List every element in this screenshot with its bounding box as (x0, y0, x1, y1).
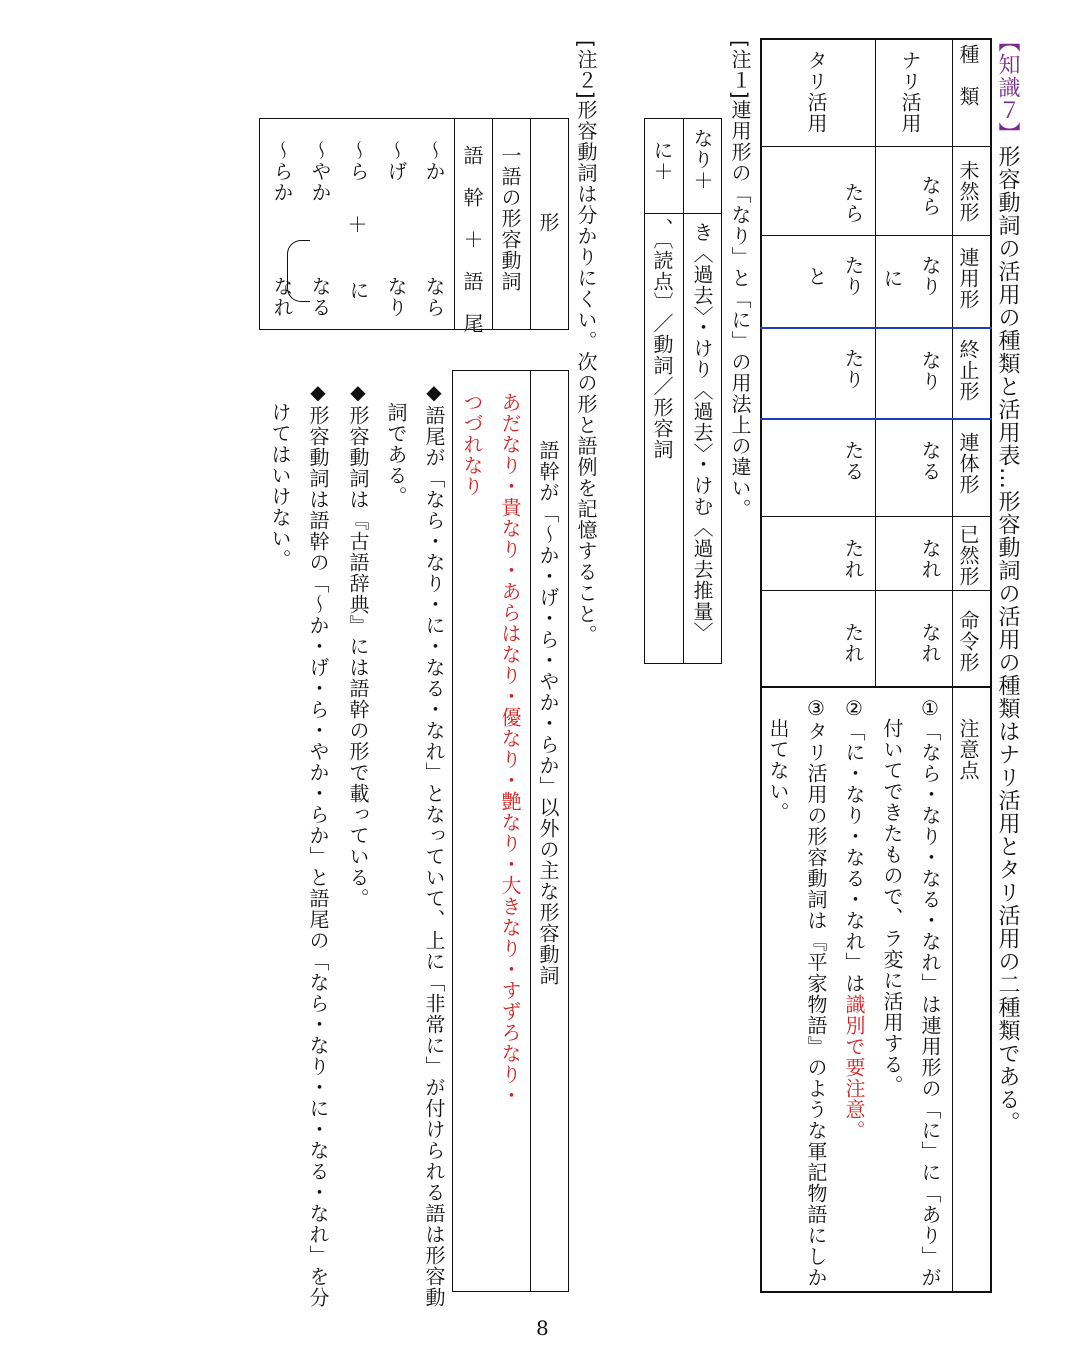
note-2-warning: 識別で要注意。 (842, 994, 866, 1141)
tari-shushi: たり (841, 348, 865, 390)
note-3b: 出てない。 (766, 718, 790, 823)
chu1-row1-head: なり＋ (690, 128, 714, 191)
chu1-row1-body: き〈過去〉・けり〈過去〉・けむ〈過去推量〉 (690, 222, 714, 643)
bullet-2: ◆形容動詞は『古語辞典』には語幹の形で載っている。 (346, 380, 370, 909)
header-renyo: 連用形 (956, 247, 980, 310)
ending-naru: なる (308, 276, 332, 318)
page-number: 8 (536, 1316, 549, 1340)
note-3a: ③タリ活用の形容動詞は『平家物語』のような軍記物語にしか (804, 696, 828, 1288)
nari-mizen: なら (918, 175, 942, 217)
nari-renyo-1: なり (918, 255, 942, 297)
nari-name: ナリ活用 (898, 50, 922, 134)
tari-meirei: たれ (841, 622, 865, 664)
note-1a: ①「なら・なり・なる・なれ」は連用形の「に」に「あり」が (918, 696, 942, 1288)
tari-izen: たれ (841, 538, 865, 580)
nari-izen: なれ (918, 538, 942, 580)
ending-nara: なら (422, 276, 446, 318)
header-shushi: 終止形 (956, 339, 980, 402)
chu2-label: [注２]形容動詞は分かりにくい。次の形と語例を記憶すること。 (574, 40, 598, 646)
bullet-3a: ◆形容動詞は語幹の「～か・げ・ら・やか・らか」と語尾の「なら・なり・に・なる・なれ」を分 (306, 380, 330, 1308)
note-2 (844, 696, 864, 1141)
stem-ge: ～げ (384, 140, 408, 182)
tari-rentai: たる (841, 440, 865, 482)
stem-ra: ～ら (346, 140, 370, 182)
header-izen: 已然形 (956, 524, 980, 587)
stem-plus: ＋ (344, 214, 368, 235)
example-box-header: 語幹が「～か・げ・ら・やか・らか」以外の主な形容動詞 (536, 440, 560, 986)
chu1-row2-head: に＋ (650, 140, 674, 182)
nari-rentai: なる (918, 440, 942, 482)
chu1-label: [注１]連用形の「なり」と「に」の用法上の違い。 (728, 40, 752, 520)
tari-mizen: たら (841, 182, 865, 224)
note-1b: 付いてできたもので、ラ変に活用する。 (880, 718, 904, 1096)
header-type: 種 類 (956, 44, 980, 107)
bullet-3b: けてはいけない。 (268, 402, 292, 570)
section-tag: 【知識７】 (995, 30, 1020, 145)
ending-nari: なり (384, 276, 408, 318)
ending-ni: に (346, 280, 370, 301)
header-mizen: 未然形 (956, 160, 980, 223)
nari-renyo-2: に (880, 268, 904, 289)
example-list-1: あだなり・貴なり・あらはなり・優なり・艶なり・大きなり・すずろなり・ (498, 392, 522, 1106)
section-title (996, 30, 1018, 1134)
nari-shushi: なり (918, 350, 942, 392)
bullet-1b: 詞である。 (384, 402, 408, 507)
stem-ka: ～か (422, 140, 446, 182)
tari-renyo-1: たり (841, 255, 865, 297)
header-notes: 注意点 (956, 718, 980, 781)
bullet-1a: ◆語尾が「なら・なり・に・なる・なれ」となっていて、上に「非常に」が付けられる語は形容動 (422, 380, 446, 1308)
example-list-2: つづれなり (460, 392, 484, 497)
stem-table-col1: 形 (536, 212, 560, 233)
stem-table-col3: 語 幹 ＋ 語 尾 (460, 145, 484, 334)
stem-raka: ～らか (270, 140, 294, 203)
note-2-text: ②「に・なり・なる・なれ」は (842, 696, 866, 994)
tari-renyo-2: と (804, 266, 828, 287)
stem-table-col2: 一語の形容動詞 (498, 145, 522, 292)
nari-meirei: なれ (918, 622, 942, 664)
section-title-text: 形容動詞の活用の種類と活用表…形容動詞の活用の種類はナリ活用とタリ活用の二種類である。 (995, 145, 1020, 1134)
chu1-row2-body: 、〔読点〕／動詞／形容詞 (650, 218, 674, 460)
stem-yaka: ～やか (308, 140, 332, 203)
header-meirei: 命令形 (956, 610, 980, 673)
tari-name: タリ活用 (804, 50, 828, 134)
ending-nare: なれ (270, 276, 294, 318)
header-rentai: 連体形 (956, 432, 980, 495)
